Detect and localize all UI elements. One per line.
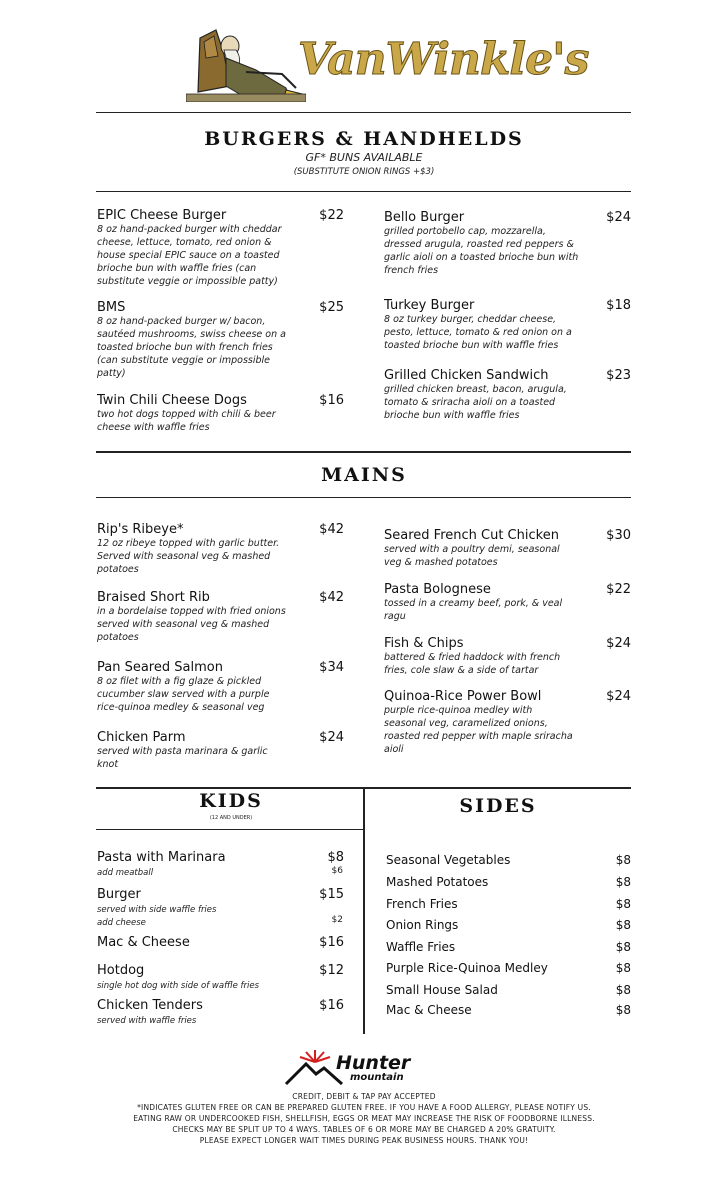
sides-item-price: $8 [615,918,631,932]
kids-subtitle: (12 AND UNDER) [209,815,253,821]
kids-item-name: Pasta with Marinara [97,850,226,865]
kids-item-description: served with side waffle fries [97,905,217,915]
sides-item-price: $8 [615,897,631,911]
kids-item-name: Burger [97,887,141,902]
hunter-mountain-logo [284,1048,444,1088]
kids-item-description: add cheese [97,918,146,928]
burger-item-description: cheese with waffle fries [97,422,210,433]
burger-item-price: $25 [319,300,344,315]
main-item-description: potatoes [97,564,139,575]
sides-item-name: Seasonal Vegetables [386,853,511,867]
kids-item-description: add meatball [97,868,154,878]
kids-item-description: served with waffle fries [97,1016,197,1026]
main-item-name: Pasta Bolognese [384,582,491,597]
main-item-description: served with a poultry demi, seasonal [384,544,560,555]
burger-item-description: toasted brioche bun with french fries [97,342,273,353]
main-item-description: 12 oz ribeye topped with garlic butter. [97,538,280,549]
logo-wordmark: VanWinkle's [298,34,589,85]
kids-item-extra-price: $2 [331,915,343,925]
footer-note-line: CREDIT, DEBIT & TAP PAY ACCEPTED [292,1092,436,1101]
main-item-description: purple rice-quinoa medley with [384,705,533,716]
burger-item-description: patty) [97,368,126,379]
burger-item-price: $22 [319,208,344,223]
burgers-note: (SUBSTITUTE ONION RINGS +$3) [293,167,435,177]
burger-item-description: tomato & sriracha aioli on a toasted [384,397,556,408]
sides-title: SIDES [459,795,537,817]
main-item-description: Served with seasonal veg & mashed [97,551,271,562]
main-item-description: 8 oz filet with a fig glaze & pickled [97,676,262,687]
main-item-description: seasonal veg, caramelized onions, [384,718,548,729]
main-item-description: cucumber slaw served with a purple [97,689,270,700]
kids-item-price: $16 [319,998,344,1013]
burger-item-description: 8 oz turkey burger, cheddar cheese, [384,314,557,325]
kids-sides-divider [363,788,365,1034]
footer-note-line: EATING RAW OR UNDERCOOKED FISH, SHELLFISH, EGGS OR MEAT MAY INCREASE THE RISK OF FOODBORNE ILLNESS. [133,1114,595,1123]
main-item [97,660,312,714]
burger-item-price: $16 [319,393,344,408]
footer-note-line: *INDICATES GLUTEN FREE OR CAN BE PREPARED GLUTEN FREE. IF YOU HAVE A FOOD ALLERGY, PLEASE NOTIFY US. [137,1103,591,1112]
kids-item-extra-price: $6 [331,866,343,876]
main-item-description: knot [97,759,119,770]
main-item-description: potatoes [97,632,139,643]
burger-item [97,393,312,434]
burger-item-price: $24 [606,210,631,225]
main-item-price: $24 [606,689,631,704]
main-item-name: Fish & Chips [384,636,464,651]
kids-item-description: single hot dog with side of waffle fries [97,981,260,991]
footer-note-line: CHECKS MAY BE SPLIT UP TO 4 WAYS. TABLES OF 6 OR MORE MAY BE CHARGED A 20% GRATUITY. [172,1125,556,1134]
burger-item-description: substitute veggie or impossible patty) [97,276,278,287]
kids-item-price: $12 [319,963,344,978]
main-item [97,730,312,771]
burger-item-description: brioche bun with waffle fries (can [97,263,257,274]
burger-item-description: grilled chicken breast, bacon, arugula, [384,384,567,395]
kids-item-price: $15 [319,887,344,902]
main-item-description: rice-quinoa medley & seasonal veg [97,702,265,713]
main-item-description: fries, cole slaw & a side of tartar [384,665,539,676]
logo [186,24,589,106]
main-item-description: roasted red pepper with maple sriracha [384,731,573,742]
sides-item-price: $8 [615,961,631,975]
burger-item-description: garlic aioli on a toasted brioche bun with [384,252,579,263]
main-item-price: $42 [319,590,344,605]
burger-item-description: (can substitute veggie or impossible [97,355,270,366]
burger-item-description: cheese, lettuce, tomato, red onion & [97,237,272,248]
main-item-description: ragu [384,611,406,622]
sides-item-price: $8 [615,875,631,889]
burger-item-name: BMS [97,300,126,315]
main-item-price: $22 [606,582,631,597]
burger-item-price: $23 [606,368,631,383]
kids-rule [96,829,364,830]
main-item-description: battered & fried haddock with french [384,652,561,663]
burger-item-name: Bello Burger [384,210,465,225]
burger-item [97,300,312,380]
burger-item-description: pesto, lettuce, tomato & red onion on a [384,327,572,338]
burger-item-description: dressed arugula, roasted red peppers & [384,239,574,250]
sides-item-name: Waffle Fries [386,940,456,954]
kids-item-price: $8 [327,850,344,865]
burgers-subtitle: GF* BUNS AVAILABLE [305,151,423,164]
footer-note-line: PLEASE EXPECT LONGER WAIT TIMES DURING PEAK BUSINESS HOURS. THANK YOU! [199,1136,529,1145]
kids-item-name: Hotdog [97,963,145,978]
main-item [97,590,312,644]
main-item-description: aioli [384,744,404,755]
main-item-description: served with seasonal veg & mashed [97,619,270,630]
main-item-name: Chicken Parm [97,730,186,745]
burger-item-description: toasted brioche bun with waffle fries [384,340,559,351]
burger-item [97,208,312,288]
burger-item-description: house special EPIC sauce on a toasted [97,250,280,261]
burgers-title: BURGERS & HANDHELDS [204,128,524,150]
burger-item-description: french fries [384,265,439,276]
sides-item-price: $8 [615,940,631,954]
burger-item-name: Turkey Burger [384,298,475,313]
sides-item-name: Small House Salad [386,983,498,997]
sides-item-name: French Fries [386,897,458,911]
burger-item-name: EPIC Cheese Burger [97,208,227,223]
header-rule [96,112,631,113]
burger-item-description: 8 oz hand-packed burger with cheddar [97,224,282,235]
sides-item-name: Mac & Cheese [386,1003,472,1017]
rip-van-winkle-illustration-icon [186,28,306,102]
main-item-name: Seared French Cut Chicken [384,528,559,543]
mains-rule [96,497,631,498]
main-item-name: Quinoa-Rice Power Bowl [384,689,542,704]
burger-item-description: brioche bun with waffle fries [384,410,520,421]
mountain-wordmark: mountain [350,1072,404,1083]
mains-title: MAINS [321,464,407,486]
burger-item-description: grilled portobello cap, mozzarella, [384,226,546,237]
hunter-wordmark: Hunter [336,1052,411,1074]
sides-item-price: $8 [615,983,631,997]
burgers-rule [96,191,631,192]
main-item-price: $30 [606,528,631,543]
main-item-price: $34 [319,660,344,675]
main-item-name: Rip's Ribeye* [97,522,184,537]
burger-item-description: sautéed mushrooms, swiss cheese on a [97,329,286,340]
sides-item-name: Purple Rice-Quinoa Medley [386,961,548,975]
main-item-description: veg & mashed potatoes [384,557,498,568]
burger-item-name: Twin Chili Cheese Dogs [97,393,247,408]
burger-item-description: 8 oz hand-packed burger w/ bacon, [97,316,266,327]
sides-item-price: $8 [615,853,631,867]
sides-item-name: Mashed Potatoes [386,875,489,889]
kids-item-price: $16 [319,935,344,950]
main-item-description: served with pasta marinara & garlic [97,746,268,757]
main-item-name: Pan Seared Salmon [97,660,223,675]
main-item-name: Braised Short Rib [97,590,210,605]
kids-item-name: Mac & Cheese [97,935,190,950]
sides-item-price: $8 [615,1003,631,1017]
main-item [97,522,312,576]
mains-top-rule [96,451,631,453]
kids-title: KIDS [199,790,263,812]
burger-item-name: Grilled Chicken Sandwich [384,368,549,383]
burger-item-description: two hot dogs topped with chili & beer [97,409,276,420]
main-item-description: tossed in a creamy beef, pork, & veal [384,598,563,609]
sides-item-name: Onion Rings [386,918,459,932]
main-item-description: in a bordelaise topped with fried onions [97,606,286,617]
burger-item-price: $18 [606,298,631,313]
main-item-price: $24 [606,636,631,651]
kids-item-name: Chicken Tenders [97,998,203,1013]
main-item-price: $24 [319,730,344,745]
main-item-price: $42 [319,522,344,537]
